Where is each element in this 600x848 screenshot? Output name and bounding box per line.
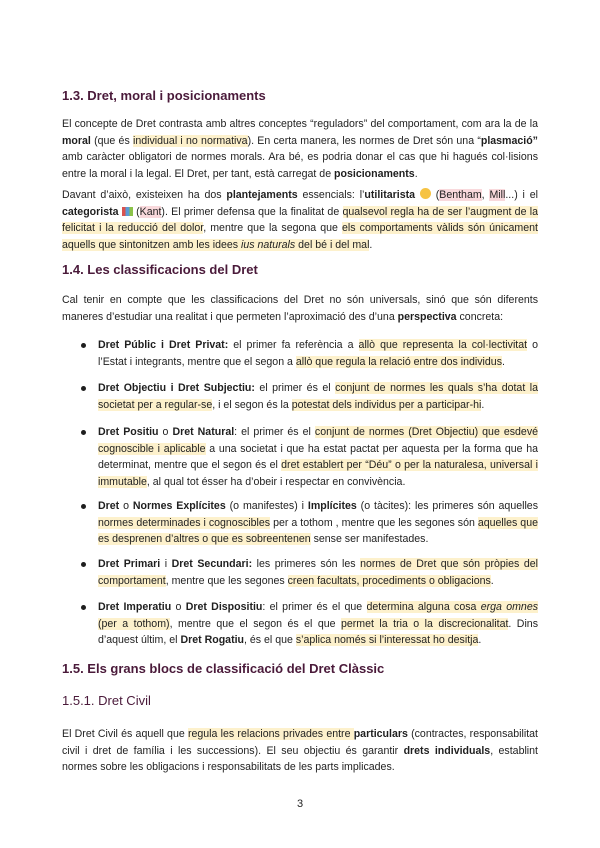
paragraph-dret-civil: El Dret Civil és aquell que regula les relacions privades entre particulars (contractes, responsabilitat civil i dret de família i les successions). El seu objectiu és garantir drets individuals, establint normes sobre les obligacions i responsabilitats de les parts implicades. xyxy=(62,728,538,774)
heading-1-3: 1.3. Dret, moral i posicionaments xyxy=(62,88,266,103)
list-item-objective-subjective: Dret Objectiu i Dret Subjectiu: el primer és el conjunt de normes les quals s’ha dotat la societat per a regular-se, i el segon és la potestat dels individus per a participar-hi. xyxy=(98,380,538,413)
list-item-explicit-implicit: Dret o Normes Explícites (o manifestes) i Implícites (o tàcites): les primeres són aquelles normes determinades i cognoscibles per a tothom , mentre que les segones són aquelles que es desprenen d’altres o que es sobreentenen sense ser manifestades. xyxy=(98,498,538,548)
heading-1-4: 1.4. Les classificacions del Dret xyxy=(62,262,258,277)
page-number: 3 xyxy=(296,798,304,810)
paragraph-plantejaments: Davant d’això, existeixen ha dos plantejaments essencials: l’utilitarista (Bentham, Mill...) i el categorista (Kant). El primer defensa que la finalitat de qualsevol regla ha de ser l’augment de la felicitat i la reducció del dolor, mentre que la segona que els comportaments vàlids són únicament aquells que sintonitzen amb les idees ius naturals del bé i del mal. xyxy=(62,189,538,251)
paragraph-classificacions-intro: Cal tenir en compte que les classificacions del Dret no són universals, sinó que són diferents maneres d’estudiar una realitat i que permeten l’aproximació des d’una perspectiva concreta: xyxy=(62,294,538,323)
list-item-public-private: Dret Públic i Dret Privat: el primer fa referència a allò que representa la col·lectivitat o l’Estat i integrants, mentre que el segon a allò que regula la relació entre dos individus. xyxy=(98,337,538,370)
list-item-primary-secondary: Dret Primari i Dret Secundari: les primeres són les normes de Dret que són pròpies del comportament, mentre que les segones creen facultats, procediments o obligacions. xyxy=(98,556,538,589)
heading-1-5: 1.5. Els grans blocs de classificació del Dret Clàssic xyxy=(62,661,385,676)
list-item-positive-natural: Dret Positiu o Dret Natural: el primer és el conjunt de normes (Dret Objectiu) que esdevé cognoscible i aplicable a una societat i que ha estat pactat per aquesta per la forma que ha determinat, mentre que el segon és el dret establert per “Déu” o per la naturalesa, universal i immutable, al qual tot ésser ha d’obeir i respectar en convivència. xyxy=(98,424,538,490)
smiley-icon xyxy=(420,188,431,199)
list-item-imperative-dispositive: Dret Imperatiu o Dret Dispositiu: el primer és el que determina alguna cosa erga omnes (per a tothom), mentre que el segon és el que permet la tria o la discrecionalitat. Dins d’aquest últim, el Dret Rogatiu, és el que s’aplica només si l’interessat ho desitja. xyxy=(98,599,538,649)
paragraph-moral: El concepte de Dret contrasta amb altres conceptes “reguladors” del comportament, com ara la de la moral (que és individual i no normativa). En certa manera, les normes de Dret són una “plasmació” amb caràcter obligatori de normes morals. Ara bé, es podria donar el cas que hi hagués col·lisions entre la moral i la legal. El Dret, per tant, està carregat de posicionaments. xyxy=(62,118,538,180)
books-icon xyxy=(122,207,133,216)
heading-1-5-1: 1.5.1. Dret Civil xyxy=(62,693,151,708)
